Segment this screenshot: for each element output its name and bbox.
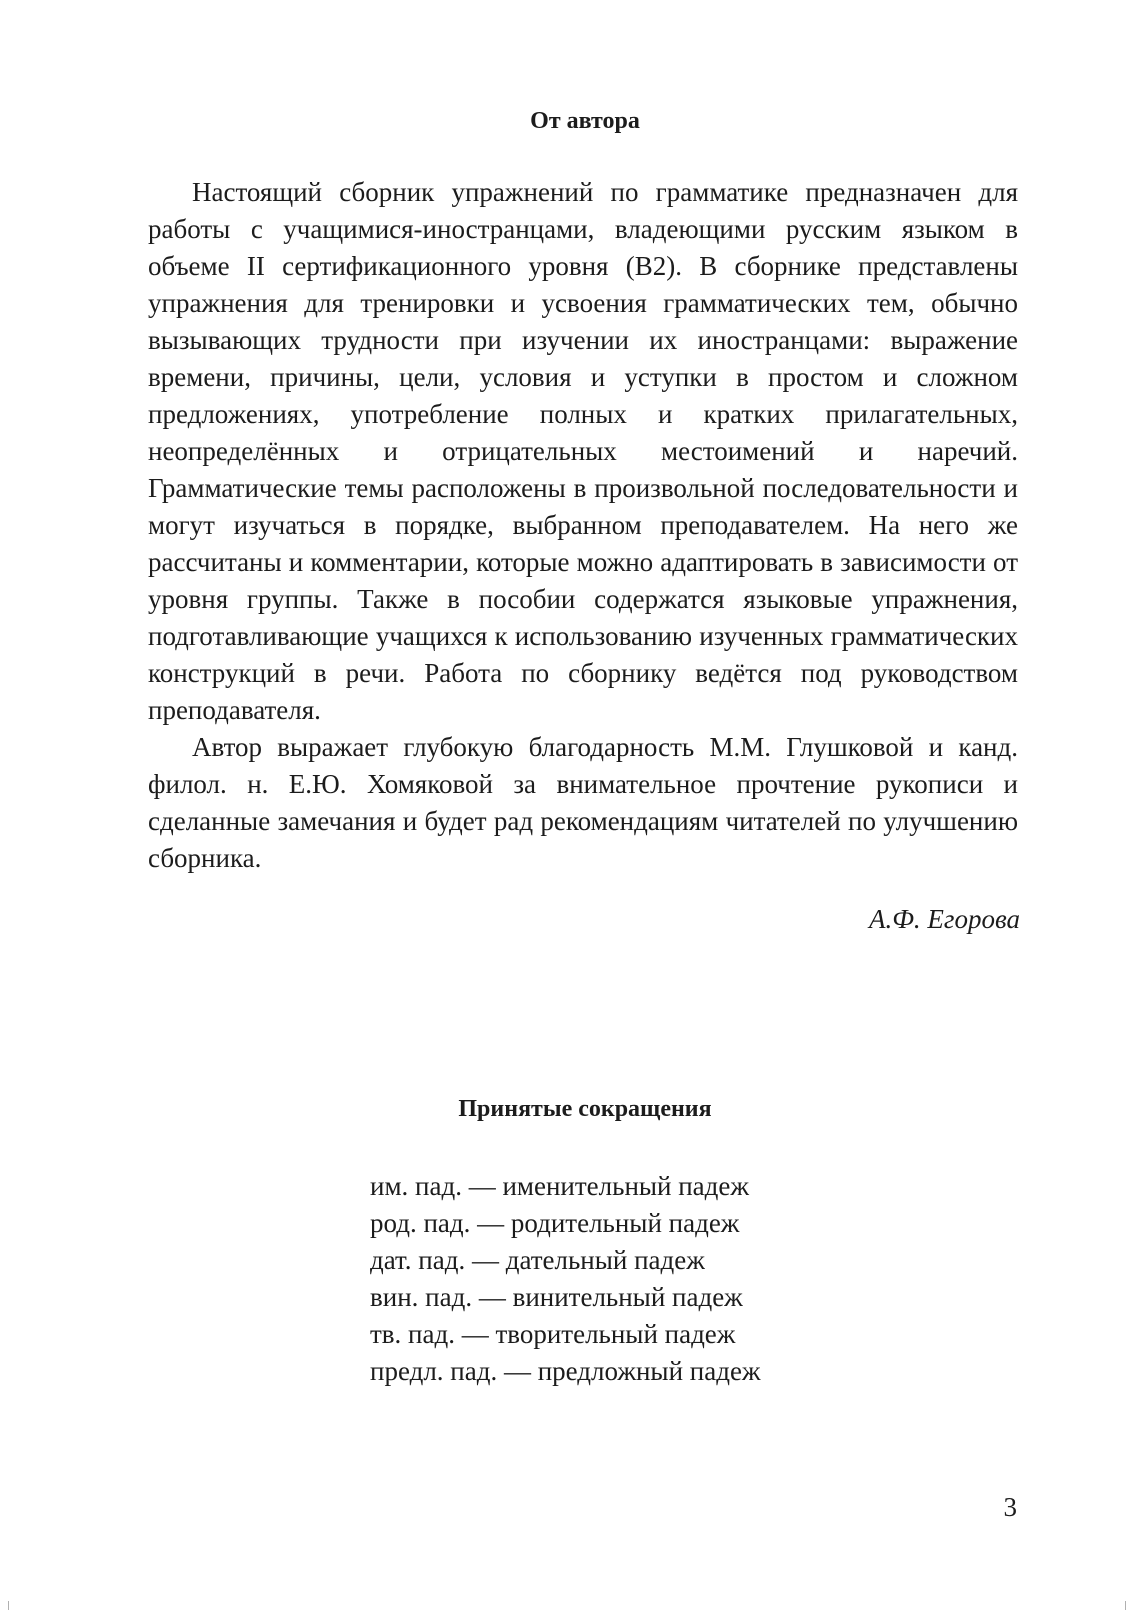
abbreviation-item: тв. пад. — творительный падеж [370,1319,736,1349]
page-number: 3 [1003,1492,1017,1522]
abbreviation-item: вин. пад. — винительный падеж [370,1282,743,1312]
author-signature: А.Ф. Егорова [868,904,1020,934]
abbreviation-item: им. пад. — именительный падеж [370,1171,750,1201]
abbreviations-list [370,1168,761,1390]
crop-mark-right [1125,1601,1126,1610]
preface-title: От автора [530,108,640,134]
preface-body [148,174,1018,877]
abbreviation-item: дат. пад. — дательный падеж [370,1245,705,1275]
preface-paragraph-2: Автор выражает глубокую благодарность М.М. Глушковой и канд. филол. н. Е.Ю. Хомяковой за внимательное прочтение рукописи и сделанные замечания и будет рад рекомендациям читателей по улучшению сборника. [148,732,1018,873]
abbreviation-item: род. пад. — родительный падеж [370,1208,740,1238]
crop-mark-left [8,1601,9,1610]
abbreviations-title: Принятые сокращения [458,1096,712,1122]
preface-paragraph-1: Настоящий сборник упражнений по грамматике предназначен для работы с учащимися-иностранцами, владеющими русским языком в объеме II сертификационного уровня (B2). В сборнике представлены упражнения для тренировки и усвоения грамматических тем, обычно вызывающих трудности при изучении их иностранцами: выражение времени, причины, цели, условия и уступки в простом и сложном предложениях, употребление полных и кратких прилагательных, неопределённых и отрицательных местоимений и наречий. Грамматические темы расположены в произвольной последовательности и могут изучаться в порядке, выбранном преподавателем. На него же рассчитаны и комментарии, которые можно адаптировать в зависимости от уровня группы. Также в пособии содержатся языковые упражнения, подготавливающие учащихся к использованию изученных грамматических конструкций в речи. Работа по сборнику ведётся под руководством преподавателя. [148,177,1018,725]
abbreviation-item: предл. пад. — предложный падеж [370,1356,761,1386]
